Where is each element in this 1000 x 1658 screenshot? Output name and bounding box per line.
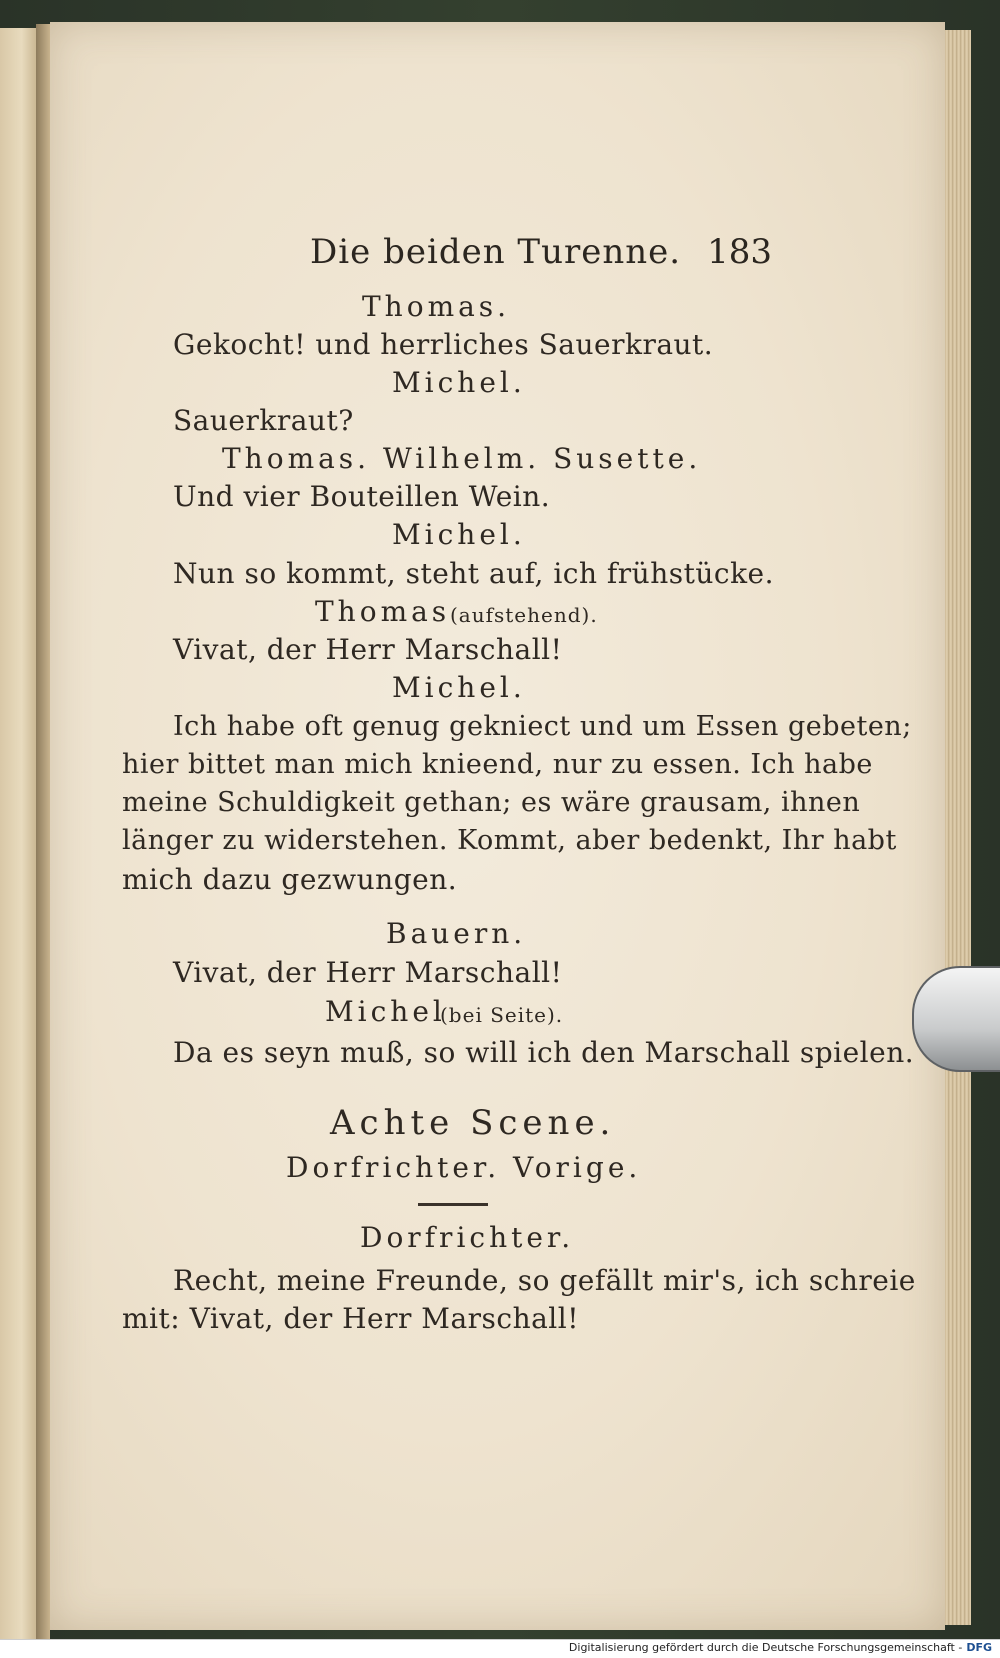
speaker-name: Thomas [315, 595, 451, 628]
book-gutter [36, 24, 50, 1640]
dialogue-line: Nun so kommt, steht auf, ich frühstücke. [173, 557, 774, 590]
speaker-name: Thomas. [362, 290, 511, 323]
running-title: Die beiden Turenne. [310, 232, 682, 272]
dialogue-line: mich dazu gezwungen. [122, 863, 458, 896]
scene-characters: Dorfrichter. Vorige. [286, 1151, 642, 1184]
page-clip-tab [912, 966, 1000, 1072]
dfg-logo: DFG [966, 1641, 992, 1654]
dialogue-line: meine Schuldigkeit gethan; es wäre grausam, ihnen [122, 787, 861, 818]
dialogue-line: Und vier Bouteillen Wein. [173, 480, 551, 513]
speaker-name: Dorfrichter. [360, 1221, 575, 1254]
speaker-name: Michel [325, 995, 446, 1028]
page-block-edge [945, 30, 971, 1625]
previous-page-edge [0, 28, 37, 1640]
dialogue-line: Sauerkraut? [173, 404, 354, 437]
dialogue-line: mit: Vivat, der Herr Marschall! [122, 1302, 579, 1335]
dialogue-line: hier bittet man mich knieend, nur zu essen. Ich habe [122, 749, 873, 780]
speaker-name: Michel. [392, 518, 526, 551]
speaker-name: Bauern. [386, 917, 527, 950]
page-header [280, 232, 772, 276]
stage-direction: (bei Seite). [440, 1003, 564, 1027]
speaker-name: Thomas. Wilhelm. Susette. [222, 442, 702, 475]
digitization-footer [0, 1639, 1000, 1658]
dialogue-line: Vivat, der Herr Marschall! [173, 633, 563, 666]
dialogue-line: Recht, meine Freunde, so gefällt mir's, ich schreie [173, 1264, 916, 1297]
stage-direction: (aufstehend). [450, 603, 598, 627]
dialogue-line: Gekocht! und herrliches Sauerkraut. [173, 328, 714, 361]
speaker-name: Michel. [392, 671, 526, 704]
speaker-name: Michel. [392, 366, 526, 399]
scene-title: Achte Scene. [330, 1103, 616, 1143]
page-number: 183 [707, 232, 772, 272]
dialogue-line: länger zu widerstehen. Kommt, aber bedenkt, Ihr habt [122, 825, 897, 856]
scene-divider [418, 1203, 488, 1206]
footer-credit: Digitalisierung gefördert durch die Deutsche Forschungsgemeinschaft - DFG [568, 1641, 992, 1654]
dialogue-line: Vivat, der Herr Marschall! [173, 956, 563, 989]
dialogue-line: Da es seyn muß, so will ich den Marschall spielen. [173, 1036, 915, 1069]
dialogue-line: Ich habe oft genug gekniect und um Essen gebeten; [173, 711, 912, 742]
